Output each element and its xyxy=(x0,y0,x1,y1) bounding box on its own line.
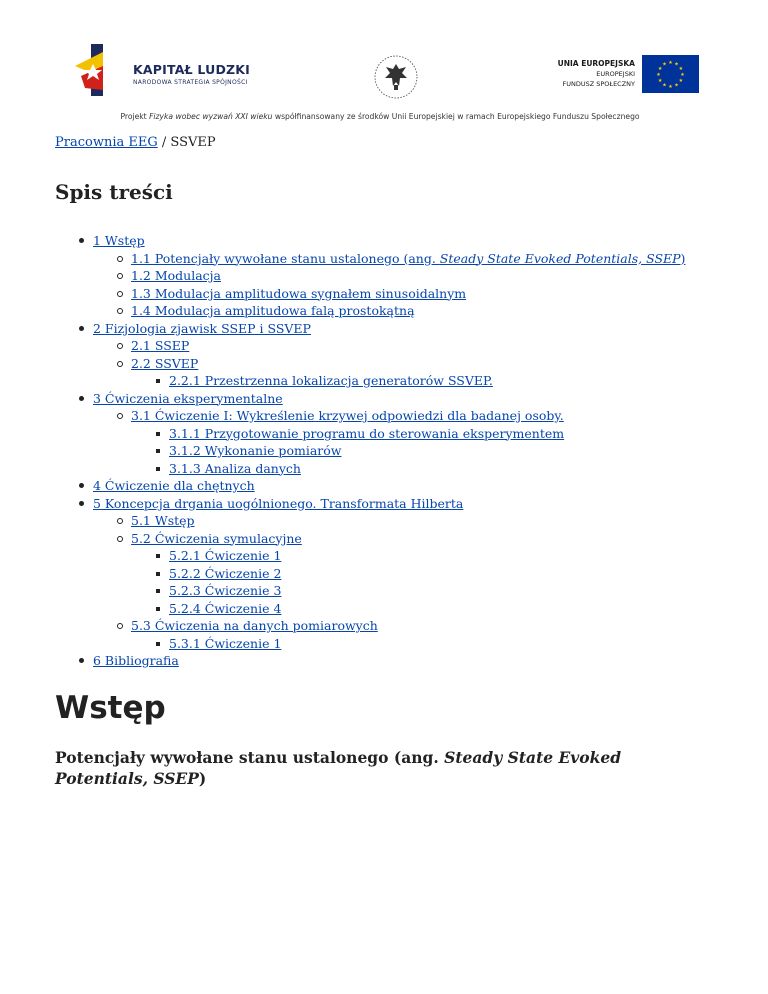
toc-item xyxy=(55,530,685,548)
toc-item xyxy=(55,232,685,250)
toc-link-text: 1.4 Modulacja amplitudowa falą prostokątną xyxy=(131,303,415,318)
eu-subtitle-2: FUNDUSZ SPOŁECZNY xyxy=(562,80,635,88)
toc-link-text: 5 Koncepcja drgania uogólnionego. Transformata Hilberta xyxy=(93,495,464,511)
svg-text:★: ★ xyxy=(674,82,679,89)
toc-link[interactable] xyxy=(93,478,255,493)
toc-bullet-icon xyxy=(117,536,123,542)
toc-bullet-icon xyxy=(156,554,160,558)
toc-item xyxy=(55,442,685,460)
toc-link-text: 2.1 SSEP xyxy=(131,338,190,353)
toc-link[interactable] xyxy=(169,548,281,563)
toc-link[interactable] xyxy=(169,373,493,388)
toc-item xyxy=(55,565,685,583)
toc-bullet-icon xyxy=(117,623,123,629)
toc-link[interactable] xyxy=(93,653,179,668)
eu-stars-icon xyxy=(642,55,699,93)
toc-link-text: 5.2.4 Ćwiczenie 4 xyxy=(169,600,282,616)
toc-link[interactable] xyxy=(131,286,466,301)
toc-link-text: 6 Bibliografia xyxy=(93,653,179,668)
toc-link[interactable] xyxy=(93,391,283,406)
toc-item xyxy=(55,372,685,390)
toc-link[interactable] xyxy=(169,461,301,476)
toc-link[interactable] xyxy=(169,426,564,441)
university-seal xyxy=(373,54,419,100)
toc-link[interactable] xyxy=(169,636,281,651)
caption-project-name: Fizyka wobec wyzwań XXI wieku xyxy=(149,112,273,121)
toc-title: Spis treści xyxy=(55,180,173,204)
toc-link[interactable] xyxy=(131,268,221,283)
toc-link-text: 5.2.1 Ćwiczenie 1 xyxy=(169,548,282,563)
subsection-heading-ssep xyxy=(55,747,715,789)
toc-link-text: 5.2.3 Ćwiczenie 3 xyxy=(169,583,282,598)
kapital-ludzki-logo xyxy=(69,42,259,98)
toc-item xyxy=(55,547,685,565)
breadcrumb xyxy=(55,135,216,150)
funding-banner xyxy=(55,42,705,127)
toc-item xyxy=(55,635,685,653)
eu-flag xyxy=(642,55,699,93)
toc-link[interactable] xyxy=(131,251,685,266)
toc-link[interactable] xyxy=(131,618,378,633)
toc-link[interactable] xyxy=(169,443,341,458)
toc-bullet-icon xyxy=(156,467,160,471)
toc-bullet-icon xyxy=(79,326,84,331)
toc-link[interactable] xyxy=(169,601,281,616)
toc-item xyxy=(55,460,685,478)
toc-item xyxy=(55,320,685,338)
toc-bullet-icon xyxy=(117,273,123,279)
toc-link-text: 1.1 Potencjały wywołane stanu ustalonego (ang. xyxy=(131,250,440,266)
toc-link-suffix: ) xyxy=(680,250,686,266)
toc-bullet-icon xyxy=(156,642,160,646)
toc-item xyxy=(55,512,685,530)
toc-item xyxy=(55,407,685,425)
toc-link[interactable] xyxy=(131,513,195,528)
toc-link-text: 3.1.3 Analiza danych xyxy=(169,460,301,476)
toc-link-text: 3 Ćwiczenia eksperymentalne xyxy=(93,390,283,406)
toc-bullet-icon xyxy=(117,343,123,349)
toc-link-text: 5.3 Ćwiczenia na danych pomiarowych xyxy=(131,618,378,633)
toc-bullet-icon xyxy=(156,607,160,611)
subsection-heading-prefix: Potencjały wywołane stanu ustalonego (ang. xyxy=(55,748,445,767)
toc-link-text: 1.2 Modulacja xyxy=(131,268,222,283)
svg-text:★: ★ xyxy=(668,60,673,66)
toc-item xyxy=(55,617,685,635)
toc-bullet-icon xyxy=(117,256,123,262)
toc-item xyxy=(55,652,685,670)
eu-title: UNIA EUROPEJSKA xyxy=(557,59,635,68)
toc-link[interactable] xyxy=(93,496,463,511)
toc-item xyxy=(55,250,685,268)
toc-item xyxy=(55,390,685,408)
toc-bullet-icon xyxy=(117,518,123,524)
svg-text:★: ★ xyxy=(678,66,684,72)
toc-link[interactable] xyxy=(93,233,145,248)
kapital-ludzki-subtitle: NARODOWA STRATEGIA SPÓJNOŚCI xyxy=(133,79,248,86)
toc-item xyxy=(55,495,685,513)
toc-bullet-icon xyxy=(79,238,84,243)
toc-bullet-icon xyxy=(156,449,160,453)
svg-text:★: ★ xyxy=(662,61,667,68)
svg-text:★: ★ xyxy=(662,82,667,89)
caption-prefix: Projekt xyxy=(120,112,150,121)
toc-bullet-icon xyxy=(156,589,160,593)
toc-link-text: 1.3 Modulacja amplitudowa sygnałem sinusoidalnym xyxy=(131,285,467,301)
toc-link-text: 4 Ćwiczenie dla chętnych xyxy=(93,478,255,493)
toc-link-text: 5.3.1 Ćwiczenie 1 xyxy=(169,635,282,651)
toc-link[interactable] xyxy=(131,303,415,318)
toc-link-text: 2.2 SSVEP xyxy=(131,355,199,371)
toc-item xyxy=(55,477,685,495)
svg-text:★: ★ xyxy=(657,66,663,72)
project-caption xyxy=(55,112,705,121)
toc-bullet-icon xyxy=(117,291,123,297)
toc-bullet-icon xyxy=(79,483,84,488)
breadcrumb-separator: / xyxy=(157,135,171,150)
toc-link[interactable] xyxy=(131,338,189,353)
toc-item xyxy=(55,600,685,618)
toc-link-text: 1 Wstęp xyxy=(93,233,145,248)
svg-text:★: ★ xyxy=(668,84,673,90)
toc-link-text: 2.2.1 Przestrzenna lokalizacja generatorów SSVEP. xyxy=(169,373,493,388)
eu-text xyxy=(525,59,635,89)
toc-link-text: 5.2 Ćwiczenia symulacyjne xyxy=(131,530,302,546)
toc-item xyxy=(55,582,685,600)
breadcrumb-current: SSVEP xyxy=(170,135,216,150)
toc-item xyxy=(55,267,685,285)
toc-item xyxy=(55,302,685,320)
svg-text:★: ★ xyxy=(680,72,685,78)
toc-bullet-icon xyxy=(79,396,84,401)
svg-text:★: ★ xyxy=(674,61,679,68)
toc-bullet-icon xyxy=(156,379,160,383)
toc-list xyxy=(55,232,685,670)
section-heading-wstep: Wstęp xyxy=(55,690,166,726)
eu-subtitle-1: EUROPEJSKI xyxy=(596,70,635,78)
toc-item xyxy=(55,285,685,303)
subsection-heading-italic: Steady State Evoked Potentials, SSEP xyxy=(55,748,622,788)
svg-text:★: ★ xyxy=(656,72,661,78)
toc-link-text: 3.1.1 Przygotowanie programu do sterowania eksperymentem xyxy=(169,425,565,441)
toc-link[interactable] xyxy=(131,408,564,423)
toc-link-text: 3.1 Ćwiczenie I: Wykreślenie krzywej odpowiedzi dla badanej osoby. xyxy=(131,408,564,423)
toc-item xyxy=(55,355,685,373)
toc-link-text: 5.2.2 Ćwiczenie 2 xyxy=(169,565,282,581)
toc-link-text: 3.1.2 Wykonanie pomiarów xyxy=(169,443,342,458)
toc-link-italic: Steady State Evoked Potentials, SSEP xyxy=(439,250,681,266)
university-eagle-icon xyxy=(373,54,419,100)
toc-bullet-icon xyxy=(79,501,84,506)
toc-link-text: 5.1 Wstęp xyxy=(131,513,195,528)
breadcrumb-link-pracownia-eeg[interactable]: Pracownia EEG xyxy=(55,135,158,150)
toc-link[interactable] xyxy=(169,566,281,581)
toc-link[interactable] xyxy=(131,531,302,546)
kapital-ludzki-emblem-icon xyxy=(69,42,129,98)
toc-item xyxy=(55,425,685,443)
toc-link[interactable] xyxy=(131,356,198,371)
subsection-heading-suffix: ) xyxy=(198,769,207,788)
toc-bullet-icon xyxy=(156,572,160,576)
toc-bullet-icon xyxy=(156,432,160,436)
toc-link[interactable] xyxy=(93,321,311,336)
toc-bullet-icon xyxy=(117,361,123,367)
toc-link-text: 2 Fizjologia zjawisk SSEP i SSVEP xyxy=(93,320,311,336)
toc-bullet-icon xyxy=(117,413,123,419)
kapital-ludzki-title: KAPITAŁ LUDZKI xyxy=(133,62,251,77)
svg-text:★: ★ xyxy=(657,78,663,84)
toc-item xyxy=(55,337,685,355)
table-of-contents xyxy=(55,232,685,670)
toc-bullet-icon xyxy=(79,658,84,663)
caption-suffix: współfinansowany ze środków Unii Europejskiej w ramach Europejskiego Funduszu Społecznego xyxy=(272,112,640,121)
toc-bullet-icon xyxy=(117,308,123,314)
toc-link[interactable] xyxy=(169,583,281,598)
svg-text:★: ★ xyxy=(678,78,684,84)
